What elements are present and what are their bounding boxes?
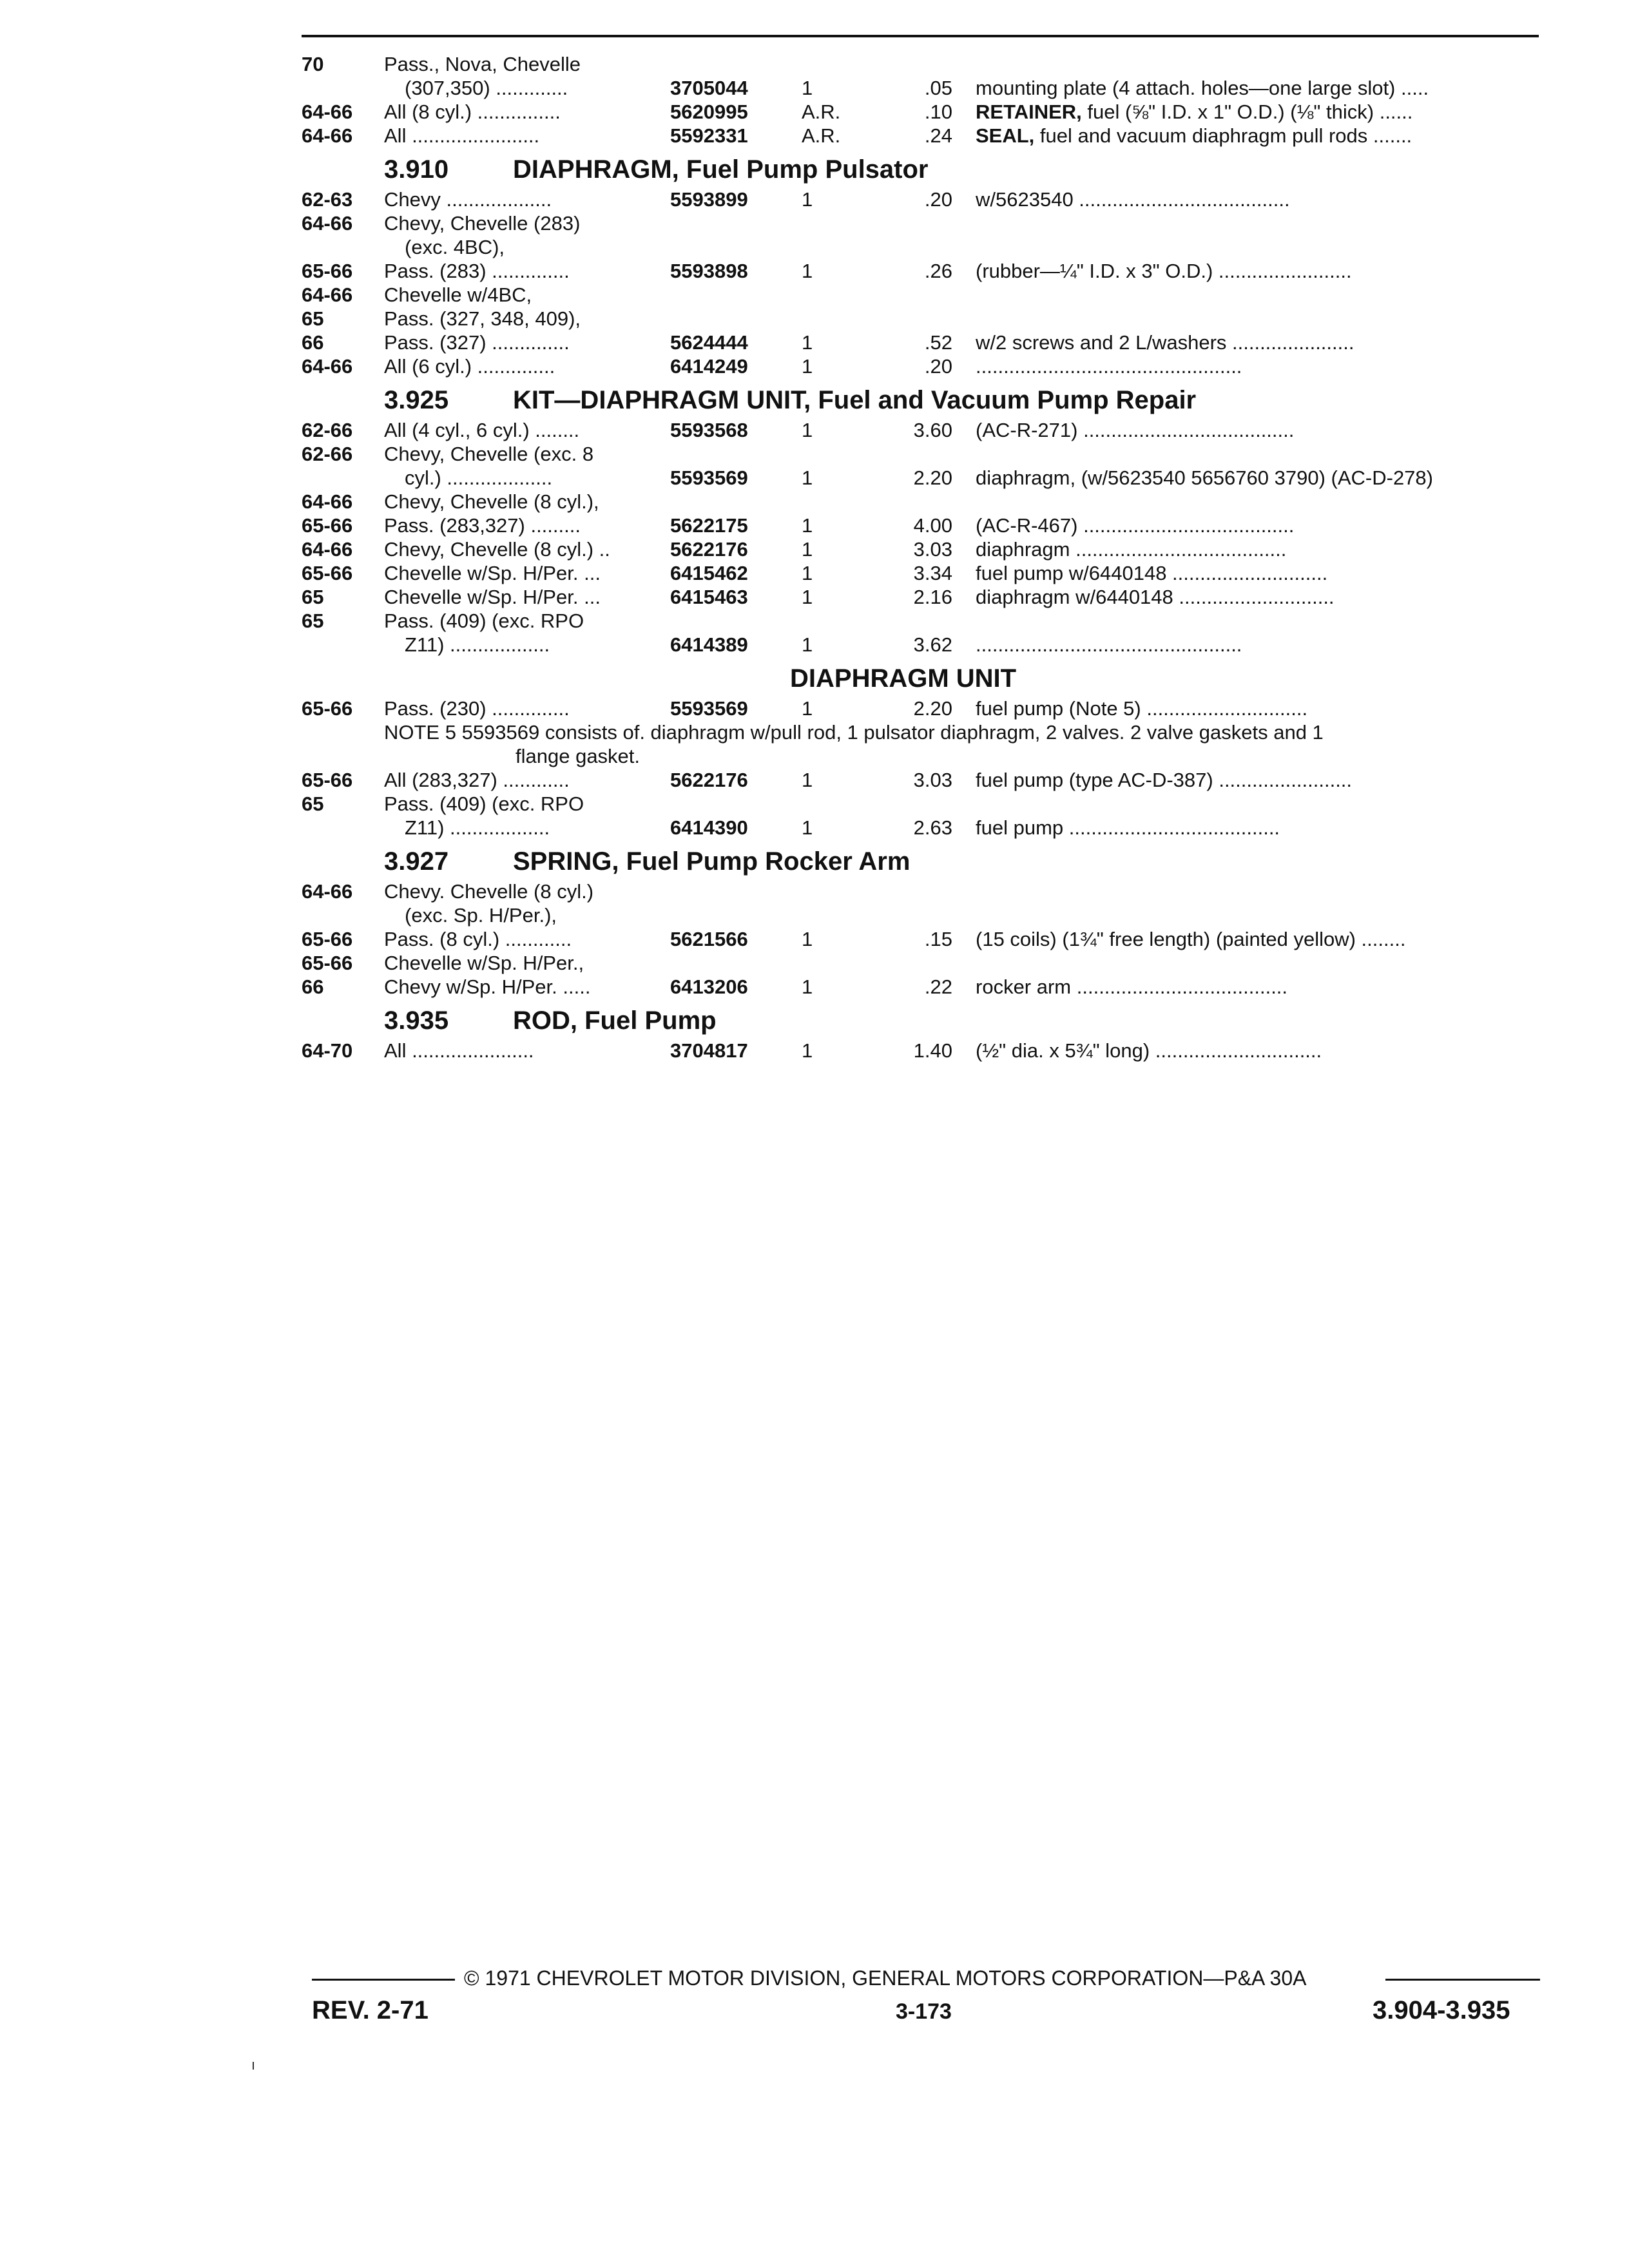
note-text-continued: flange gasket. [516, 745, 641, 767]
price: 4.00 [913, 514, 952, 537]
price: .20 [924, 355, 952, 378]
description-text: fuel and vacuum diaphragm pull rods ....... [1034, 124, 1412, 147]
table-row [0, 561, 1629, 586]
part-number: 5593899 [670, 188, 748, 211]
year-range: 65 [302, 307, 324, 330]
part-number: 5621566 [670, 928, 748, 950]
description: (rubber—¼" I.D. x 3" O.D.) ........................ [976, 260, 1352, 282]
table-row [0, 187, 1629, 213]
description: ................................................ [976, 633, 1242, 656]
model-application: cyl.) ................... [405, 466, 553, 489]
description: w/2 screws and 2 L/washers ...................... [976, 331, 1354, 354]
quantity: 1 [802, 975, 813, 998]
model-application: Pass. (283,327) ......... [384, 514, 581, 537]
year-range: 62-66 [302, 419, 353, 441]
description-keyword: RETAINER, [976, 101, 1082, 123]
quantity: 1 [802, 419, 813, 441]
price: .52 [924, 331, 952, 354]
model-application: All (283,327) ............ [384, 769, 570, 791]
model-application: (exc. Sp. H/Per.), [405, 904, 557, 927]
description: diaphragm w/6440148 ............................ [976, 586, 1335, 608]
quantity: 1 [802, 816, 813, 839]
quantity: 1 [802, 538, 813, 561]
table-row [0, 441, 1629, 467]
description-text: fuel (⅝" I.D. x 1" O.D.) (⅛" thick) ...... [1081, 101, 1413, 123]
model-application: All ...................... [384, 1039, 534, 1062]
table-row [0, 950, 1629, 976]
table-row [0, 537, 1629, 562]
price: .10 [924, 101, 952, 123]
model-application: (307,350) ............. [405, 77, 568, 99]
description: (½" dia. x 5¾" long) .............................. [976, 1039, 1322, 1062]
table-row [0, 513, 1629, 539]
table-row [0, 282, 1629, 308]
model-application: Chevy ................... [384, 188, 552, 211]
price: .20 [924, 188, 952, 211]
copyright-text: © 1971 CHEVROLET MOTOR DIVISION, GENERAL MOTORS CORPORATION—P&A 30A [464, 1966, 1307, 1990]
price: 1.40 [913, 1039, 952, 1062]
quantity: 1 [802, 562, 813, 584]
table-row [0, 744, 1629, 769]
table-row [0, 211, 1629, 236]
table-row [0, 720, 1629, 745]
table-row [0, 258, 1629, 284]
table-row [0, 879, 1629, 905]
price: 3.03 [913, 538, 952, 561]
part-number: 5593569 [670, 466, 748, 489]
price: 3.03 [913, 769, 952, 791]
model-application: All (8 cyl.) ............... [384, 101, 561, 123]
model-application: (exc. 4BC), [405, 236, 505, 258]
table-row [0, 99, 1629, 125]
table-row [0, 75, 1629, 101]
section-heading [384, 845, 910, 878]
description: fuel pump w/6440148 ............................ [976, 562, 1328, 584]
year-range: 64-66 [302, 284, 353, 306]
model-application: Chevy. Chevelle (8 cyl.) [384, 880, 594, 903]
table-row [0, 815, 1629, 841]
year-range: 65-66 [302, 928, 353, 950]
description: diaphragm ...................................... [976, 538, 1287, 561]
part-number: 5622176 [670, 769, 748, 791]
model-application: Chevy, Chevelle (8 cyl.), [384, 490, 599, 513]
model-application: Chevelle w/Sp. H/Per. ... [384, 586, 601, 608]
year-range: 64-66 [302, 880, 353, 903]
part-number: 5592331 [670, 124, 748, 147]
model-application: Pass., Nova, Chevelle [384, 53, 581, 75]
year-range: 64-70 [302, 1039, 353, 1062]
year-range: 64-66 [302, 124, 353, 147]
table-row [0, 235, 1629, 260]
quantity: 1 [802, 260, 813, 282]
year-range: 66 [302, 331, 324, 354]
model-application: Pass. (327) .............. [384, 331, 570, 354]
description: fuel pump ...................................... [976, 816, 1280, 839]
section-heading [790, 662, 1016, 695]
description: (AC-R-467) ...................................... [976, 514, 1295, 537]
quantity: 1 [802, 1039, 813, 1062]
year-range: 62-66 [302, 443, 353, 465]
quantity: 1 [802, 466, 813, 489]
note-text: NOTE 5 5593569 consists of. diaphragm w/pull rod, 1 pulsator diaphragm, 2 valves. 2 valve gaskets and 1 [384, 721, 1324, 744]
section-number: 3.925 [384, 386, 449, 414]
section-number: 3.910 [384, 155, 449, 184]
section-title: KIT—DIAPHRAGM UNIT, Fuel and Vacuum Pump Repair [513, 386, 1197, 414]
description [976, 99, 1543, 125]
table-row [0, 974, 1629, 1000]
table-row [0, 927, 1629, 952]
description: (15 coils) (1¾" free length) (painted yellow) ........ [976, 928, 1406, 950]
price: 3.62 [913, 633, 952, 656]
table-row [0, 903, 1629, 928]
part-number: 6414249 [670, 355, 748, 378]
year-range: 62-63 [302, 188, 353, 211]
section-heading [384, 1004, 717, 1037]
table-row [0, 306, 1629, 332]
year-range: 65 [302, 793, 324, 815]
price: .26 [924, 260, 952, 282]
model-application: Chevelle w/4BC, [384, 284, 532, 306]
model-application: Chevy, Chevelle (283) [384, 212, 581, 235]
quantity: A.R. [802, 124, 841, 147]
part-number: 6415463 [670, 586, 748, 608]
model-application: Pass. (8 cyl.) ............ [384, 928, 572, 950]
model-application: Pass. (409) (exc. RPO [384, 610, 584, 632]
price: .24 [924, 124, 952, 147]
quantity: 1 [802, 331, 813, 354]
model-application: Pass. (283) .............. [384, 260, 570, 282]
table-row [0, 330, 1629, 356]
model-application: Chevy, Chevelle (8 cyl.) .. [384, 538, 610, 561]
description: mounting plate (4 attach. holes—one large slot) ..... [976, 77, 1429, 99]
section-number: 3.927 [384, 847, 449, 876]
table-row [0, 52, 1629, 77]
quantity: A.R. [802, 101, 841, 123]
year-range: 70 [302, 53, 324, 75]
table-row [0, 791, 1629, 817]
model-application: Chevelle w/Sp. H/Per., [384, 952, 584, 974]
description: diaphragm, (w/5623540 5656760 3790) (AC-D-278) [976, 466, 1433, 489]
quantity: 1 [802, 769, 813, 791]
year-range: 64-66 [302, 355, 353, 378]
year-range: 65-66 [302, 260, 353, 282]
model-application: All (6 cyl.) .............. [384, 355, 555, 378]
model-application: Chevy, Chevelle (exc. 8 [384, 443, 594, 465]
model-application: Pass. (409) (exc. RPO [384, 793, 584, 815]
section-title: ROD, Fuel Pump [513, 1006, 717, 1035]
description: (AC-R-271) ...................................... [976, 419, 1295, 441]
part-number: 5593898 [670, 260, 748, 282]
part-number: 3705044 [670, 77, 748, 99]
section-number: 3.935 [384, 1006, 449, 1035]
year-range: 64-66 [302, 490, 353, 513]
part-number: 5624444 [670, 331, 748, 354]
quantity: 1 [802, 633, 813, 656]
revision-label: REV. 2-71 [312, 1996, 429, 2024]
footer-rule-right [1385, 1979, 1540, 1981]
price: .05 [924, 77, 952, 99]
description: ................................................ [976, 355, 1242, 378]
section-range: 3.904-3.935 [1373, 1996, 1510, 2024]
table-row [0, 354, 1629, 380]
part-number: 6414389 [670, 633, 748, 656]
part-number: 6413206 [670, 975, 748, 998]
quantity: 1 [802, 188, 813, 211]
quantity: 1 [802, 697, 813, 720]
description [976, 123, 1543, 149]
price: 3.34 [913, 562, 952, 584]
table-row [0, 123, 1629, 149]
description: rocker arm ...................................... [976, 975, 1288, 998]
model-application: Chevy w/Sp. H/Per. ..... [384, 975, 591, 998]
part-number: 5593569 [670, 697, 748, 720]
quantity: 1 [802, 586, 813, 608]
year-range: 64-66 [302, 538, 353, 561]
table-row [0, 608, 1629, 634]
model-application: Chevelle w/Sp. H/Per. ... [384, 562, 601, 584]
part-number: 5622176 [670, 538, 748, 561]
part-number: 6415462 [670, 562, 748, 584]
table-row [0, 418, 1629, 443]
table-row [0, 632, 1629, 658]
part-number: 5620995 [670, 101, 748, 123]
table-row [0, 767, 1629, 793]
price: .22 [924, 975, 952, 998]
model-application: All ....................... [384, 124, 540, 147]
footer-rule-left [312, 1979, 455, 1981]
price: 2.16 [913, 586, 952, 608]
description-keyword: SEAL, [976, 124, 1035, 147]
quantity: 1 [802, 928, 813, 950]
price: 2.63 [913, 816, 952, 839]
year-range: 65-66 [302, 769, 353, 791]
part-number: 3704817 [670, 1039, 748, 1062]
page-number: 3-173 [896, 1999, 952, 2024]
description: fuel pump (type AC-D-387) ........................ [976, 769, 1353, 791]
year-range: 65 [302, 610, 324, 632]
year-range: 64-66 [302, 212, 353, 235]
model-application: Z11) .................. [405, 633, 550, 656]
part-number: 5593568 [670, 419, 748, 441]
year-range: 66 [302, 975, 324, 998]
section-title: SPRING, Fuel Pump Rocker Arm [513, 847, 911, 876]
table-row [0, 465, 1629, 491]
margin-mark [253, 2062, 254, 2070]
price: 2.20 [913, 697, 952, 720]
year-range: 65 [302, 586, 324, 608]
table-row [0, 1038, 1629, 1064]
year-range: 64-66 [302, 101, 353, 123]
quantity: 1 [802, 514, 813, 537]
section-heading [384, 153, 929, 186]
table-row [0, 696, 1629, 722]
part-number: 5622175 [670, 514, 748, 537]
price: 3.60 [913, 419, 952, 441]
quantity: 1 [802, 355, 813, 378]
price: .15 [924, 928, 952, 950]
year-range: 65-66 [302, 697, 353, 720]
description: fuel pump (Note 5) ............................. [976, 697, 1308, 720]
section-title: DIAPHRAGM UNIT [790, 664, 1017, 693]
description: w/5623540 ...................................... [976, 188, 1290, 211]
model-application: Pass. (230) .............. [384, 697, 570, 720]
table-row [0, 584, 1629, 610]
year-range: 65-66 [302, 952, 353, 974]
table-row [0, 489, 1629, 515]
section-heading [384, 384, 1196, 416]
price: 2.20 [913, 466, 952, 489]
year-range: 65-66 [302, 562, 353, 584]
year-range: 65-66 [302, 514, 353, 537]
section-title: DIAPHRAGM, Fuel Pump Pulsator [513, 155, 929, 184]
model-application: Z11) .................. [405, 816, 550, 839]
part-number: 6414390 [670, 816, 748, 839]
quantity: 1 [802, 77, 813, 99]
model-application: All (4 cyl., 6 cyl.) ........ [384, 419, 580, 441]
model-application: Pass. (327, 348, 409), [384, 307, 581, 330]
